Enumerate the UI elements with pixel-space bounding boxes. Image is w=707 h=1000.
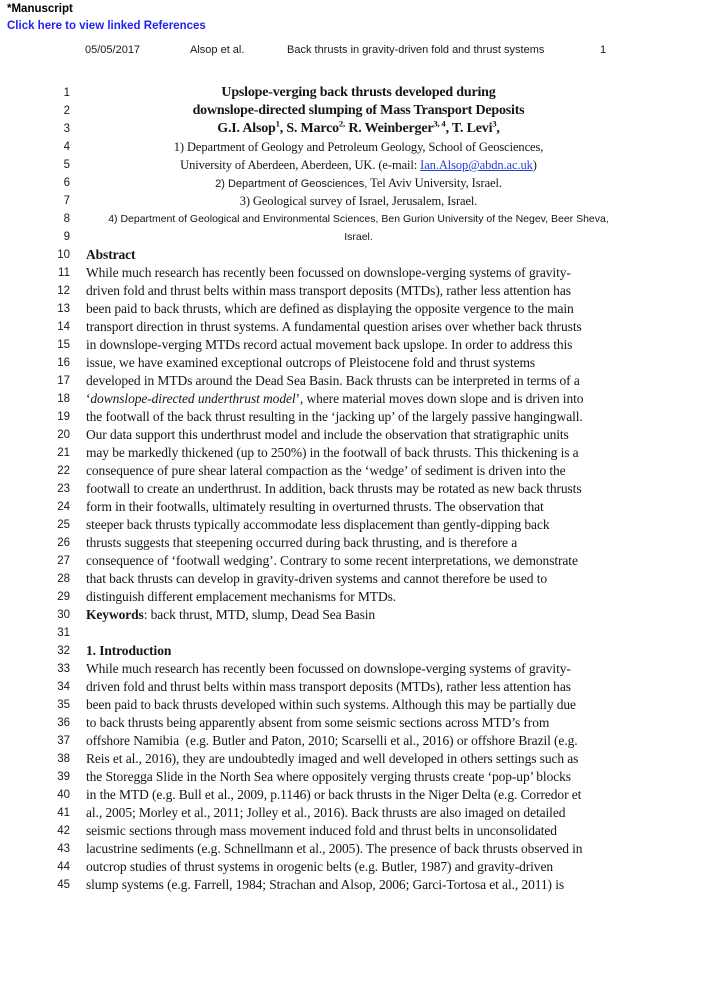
line-number: 1 <box>63 87 70 99</box>
text-segment: transport direction in thrust systems. A fundamental question arises over whether back thrusts <box>86 319 582 334</box>
line-number: 13 <box>57 303 70 315</box>
text-segment: 1. Introduction <box>86 643 172 658</box>
manuscript-line <box>40 120 680 138</box>
manuscript-line <box>40 300 680 318</box>
manuscript-line <box>40 840 680 858</box>
manuscript-line <box>40 660 680 678</box>
manuscript-line <box>40 624 680 642</box>
text-segment: seismic sections through mass movement induced fold and thrust belts in unconsolidated <box>86 823 557 838</box>
line-number: 24 <box>57 501 70 513</box>
line-number: 34 <box>57 681 70 693</box>
line-number: 28 <box>57 573 70 585</box>
line-text <box>86 732 631 750</box>
text-segment: G.I. Alsop <box>217 121 276 136</box>
header-date: 05/05/2017 <box>85 44 141 56</box>
text-segment: 2) Department of Geosciences, <box>215 178 368 190</box>
manuscript-line <box>40 750 680 768</box>
text-segment: slump systems (e.g. Farrell, 1984; Strachan and Alsop, 2006; Garci-Tortosa et al., 2011) is <box>86 877 564 892</box>
line-text <box>86 750 631 768</box>
line-number: 26 <box>57 537 70 549</box>
text-segment: al., 2005; Morley et al., 2011; Jolley et al., 2016). Back thrusts are also imaged on detailed <box>86 805 566 820</box>
manuscript-line <box>40 156 680 174</box>
line-text <box>86 858 631 876</box>
text-segment: consequence of pure shear lateral compaction as the ‘wedge’ of sediment is driven into the <box>86 463 566 478</box>
line-text <box>86 840 631 858</box>
header-page-number: 1 <box>600 44 607 56</box>
line-text <box>86 444 631 462</box>
text-segment: 3 <box>492 118 497 129</box>
text-segment: in downslope-verging MTDs record actual movement back upslope. In order to address this <box>86 337 573 352</box>
corner-labels <box>7 2 206 34</box>
line-number: 17 <box>57 375 70 387</box>
line-number: 3 <box>63 123 70 135</box>
text-segment: thrusts suggests that steepening occurred during back thrusting, and is therefore a <box>86 535 518 550</box>
manuscript-line <box>40 876 680 894</box>
line-number: 23 <box>57 483 70 495</box>
line-number: 2 <box>63 105 70 117</box>
text-segment: footwall to create an underthrust. In addition, back thrusts may be rotated as new back thrusts <box>86 481 582 496</box>
manuscript-line <box>40 714 680 732</box>
text-segment: downslope-directed underthrust model <box>90 391 296 406</box>
line-text <box>86 390 631 408</box>
line-number: 35 <box>57 699 70 711</box>
line-number: 12 <box>57 285 70 297</box>
text-segment: 2, <box>338 118 346 129</box>
line-text <box>86 480 631 498</box>
manuscript-line <box>40 102 680 120</box>
line-text <box>86 552 631 570</box>
lines-container <box>40 84 680 894</box>
line-number: 30 <box>57 609 70 621</box>
text-segment: Tel Aviv University, Israel. <box>367 176 502 190</box>
text-segment: While much research has recently been focussed on downslope-verging systems of gravity- <box>86 661 571 676</box>
line-text <box>86 192 631 210</box>
line-text <box>86 138 631 156</box>
manuscript-line <box>40 84 680 102</box>
manuscript-line <box>40 264 680 282</box>
line-text <box>86 228 631 246</box>
line-number: 29 <box>57 591 70 603</box>
line-text <box>86 642 631 660</box>
text-segment: developed in MTDs around the Dead Sea Basin. Back thrusts can be interpreted in terms of a <box>86 373 580 388</box>
text-segment: Our data support this underthrust model and include the observation that stratigraphic units <box>86 427 569 442</box>
line-text <box>86 822 631 840</box>
manuscript-line <box>40 336 680 354</box>
running-header <box>0 43 707 57</box>
line-text <box>86 570 631 588</box>
manuscript-line <box>40 606 680 624</box>
line-text <box>86 786 631 804</box>
manuscript-line <box>40 246 680 264</box>
line-text <box>86 462 631 480</box>
line-number: 6 <box>63 177 70 189</box>
text-segment: driven fold and thrust belts within mass transport deposits (MTDs), rather less attention has <box>86 679 571 694</box>
line-text <box>86 588 631 606</box>
text-segment: Reis et al., 2016), they are undoubtedly imaged and well developed in others settings such as <box>86 751 579 766</box>
manuscript-line <box>40 462 680 480</box>
line-text <box>86 354 631 372</box>
manuscript-line <box>40 192 680 210</box>
header-authors-short: Alsop et al. <box>190 44 245 56</box>
manuscript-line <box>40 444 680 462</box>
line-number: 33 <box>57 663 70 675</box>
manuscript-line <box>40 174 680 192</box>
manuscript-line <box>40 696 680 714</box>
line-text <box>86 516 631 534</box>
text-segment: lacustrine sediments (e.g. Schnellmann et al., 2005). The presence of back thrusts observed in <box>86 841 583 856</box>
text-segment: Abstract <box>86 247 136 262</box>
text-segment: Upslope-verging back thrusts developed during <box>221 85 496 100</box>
manuscript-line <box>40 282 680 300</box>
text-segment: 3, 4 <box>433 118 446 129</box>
line-number: 37 <box>57 735 70 747</box>
text-segment: , <box>496 121 500 136</box>
text-segment: R. Weinberger <box>345 121 434 136</box>
manuscript-line <box>40 498 680 516</box>
text-segment: , S. Marco <box>279 121 339 136</box>
line-text <box>86 426 631 444</box>
text-segment: consequence of ‘footwall wedging’. Contrary to some recent interpretations, we demonstrate <box>86 553 578 568</box>
line-text <box>86 804 631 822</box>
line-number: 21 <box>57 447 70 459</box>
line-text <box>86 534 631 552</box>
manuscript-line <box>40 390 680 408</box>
line-number: 5 <box>63 159 70 171</box>
text-segment: driven fold and thrust belts within mass transport deposits (MTDs), rather less attention has <box>86 283 571 298</box>
line-text <box>86 264 631 282</box>
text-segment: ‘ <box>86 391 91 406</box>
text-segment: issue, we have examined exceptional outcrops of Pleistocene fold and thrust systems <box>86 355 536 370</box>
line-text <box>86 678 631 696</box>
manuscript-type-label: *Manuscript <box>7 3 73 15</box>
header-running-title: Back thrusts in gravity-driven fold and thrust systems <box>287 44 545 56</box>
manuscript-line <box>40 642 680 660</box>
manuscript-line <box>40 516 680 534</box>
text-segment: , T. Levi <box>445 121 493 136</box>
manuscript-line <box>40 804 680 822</box>
manuscript-line <box>40 822 680 840</box>
text-segment: 1) Department of Geology and Petroleum Geology, School of Geosciences, <box>173 140 544 154</box>
manuscript-line <box>40 786 680 804</box>
line-number: 36 <box>57 717 70 729</box>
text-segment: Keywords <box>86 607 144 622</box>
line-number: 8 <box>63 213 70 225</box>
text-segment: 1 <box>275 118 280 129</box>
text-segment: distinguish different emplacement mechanisms for MTDs. <box>86 589 397 604</box>
line-number: 11 <box>58 267 70 279</box>
line-number: 41 <box>57 807 70 819</box>
text-segment: been paid to back thrusts developed within such systems. Although this may be partially due <box>86 697 576 712</box>
manuscript-line <box>40 210 680 228</box>
text-segment: Israel. <box>344 231 373 243</box>
line-text <box>86 660 631 678</box>
line-number: 7 <box>63 195 70 207</box>
line-number: 14 <box>57 321 70 333</box>
line-number: 10 <box>57 249 70 261</box>
text-segment: University of Aberdeen, Aberdeen, UK. (e-mail: <box>180 158 421 172</box>
manuscript-line <box>40 534 680 552</box>
line-number: 45 <box>57 879 70 891</box>
text-segment: in the MTD (e.g. Bull et al., 2009, p.1146) or back thrusts in the Niger Delta (e.g. Corredor et <box>86 787 582 802</box>
line-number: 32 <box>57 645 70 657</box>
manuscript-line <box>40 570 680 588</box>
manuscript-line <box>40 552 680 570</box>
line-text <box>86 696 631 714</box>
line-text <box>86 174 631 192</box>
text-segment: steeper back thrusts typically accommodate less displacement than gently-dipping back <box>86 517 550 532</box>
text-segment: may be markedly thickened (up to 250%) in the footwall of back thrusts. This thickening is a <box>86 445 579 460</box>
manuscript-line <box>40 768 680 786</box>
text-segment: to back thrusts being apparently absent from some seismic sections across MTD’s from <box>86 715 550 730</box>
line-number: 15 <box>57 339 70 351</box>
line-text <box>86 372 631 390</box>
line-number: 4 <box>63 141 70 153</box>
text-segment: outcrop studies of thrust systems in orogenic belts (e.g. Butler, 1987) and gravity-driven <box>86 859 553 874</box>
line-number: 27 <box>57 555 70 567</box>
manuscript-line <box>40 588 680 606</box>
text-segment: : back thrust, MTD, slump, Dead Sea Basin <box>143 607 376 622</box>
text-segment: that back thrusts can develop in gravity-driven systems and cannot therefore be used to <box>86 571 548 586</box>
line-number: 44 <box>57 861 70 873</box>
email-link[interactable]: Ian.Alsop@abdn.ac.uk <box>420 158 533 172</box>
manuscript-line <box>40 372 680 390</box>
line-text <box>86 318 631 336</box>
text-segment: While much research has recently been focussed on downslope-verging systems of gravity- <box>86 265 571 280</box>
line-number: 43 <box>57 843 70 855</box>
manuscript-line <box>40 858 680 876</box>
manuscript-line <box>40 678 680 696</box>
text-segment: form in their footwalls, ultimately resulting in overturned thrusts. The observation that <box>86 499 544 514</box>
line-text <box>86 120 631 138</box>
line-number: 16 <box>57 357 70 369</box>
line-text <box>86 210 631 228</box>
manuscript-line <box>40 408 680 426</box>
text-segment: 4) Department of Geological and Environmental Sciences, Ben Gurion University of the Negev, Beer Sheva, <box>108 213 609 225</box>
line-text <box>86 714 631 732</box>
text-segment: the Storegga Slide in the North Sea where oppositely verging thrusts create ‘pop-up’ blocks <box>86 769 571 784</box>
manuscript-line <box>40 138 680 156</box>
line-number: 20 <box>57 429 70 441</box>
line-text <box>86 408 631 426</box>
line-number: 22 <box>57 465 70 477</box>
line-text <box>86 246 631 264</box>
line-text <box>86 84 631 102</box>
line-number: 38 <box>57 753 70 765</box>
manuscript-line <box>40 228 680 246</box>
manuscript-line <box>40 354 680 372</box>
line-number: 9 <box>63 231 70 243</box>
line-number: 31 <box>57 627 70 639</box>
linked-references-link[interactable]: Click here to view linked References <box>7 20 206 32</box>
manuscript-line <box>40 318 680 336</box>
text-segment: ) <box>532 158 537 172</box>
line-text <box>86 282 631 300</box>
text-segment: downslope-directed slumping of Mass Transport Deposits <box>192 103 525 118</box>
line-number: 25 <box>57 519 70 531</box>
line-text <box>86 498 631 516</box>
line-text <box>86 606 631 624</box>
line-number: 39 <box>57 771 70 783</box>
text-segment: been paid to back thrusts, which are defined as displaying the opposite vergence to the main <box>86 301 574 316</box>
line-text <box>86 102 631 120</box>
line-text <box>86 156 631 174</box>
line-text <box>86 336 631 354</box>
line-number: 19 <box>57 411 70 423</box>
text-segment: ’, where material moves down slope and is driven into <box>295 391 584 406</box>
manuscript-line <box>40 480 680 498</box>
line-text <box>86 876 631 894</box>
manuscript-line <box>40 732 680 750</box>
text-segment: the footwall of the back thrust resulting in the ‘jacking up’ of the largely passive hangingwall. <box>86 409 583 424</box>
line-number: 18 <box>57 393 70 405</box>
line-number: 42 <box>57 825 70 837</box>
text-segment: 3) Geological survey of Israel, Jerusalem, Israel. <box>239 194 478 208</box>
line-text <box>86 624 631 642</box>
manuscript-line <box>40 426 680 444</box>
line-text <box>86 300 631 318</box>
line-text <box>86 768 631 786</box>
line-number: 40 <box>57 789 70 801</box>
text-segment: offshore Namibia (e.g. Butler and Paton, 2010; Scarselli et al., 2016) or offshore Brazil (e.g. <box>86 733 578 748</box>
